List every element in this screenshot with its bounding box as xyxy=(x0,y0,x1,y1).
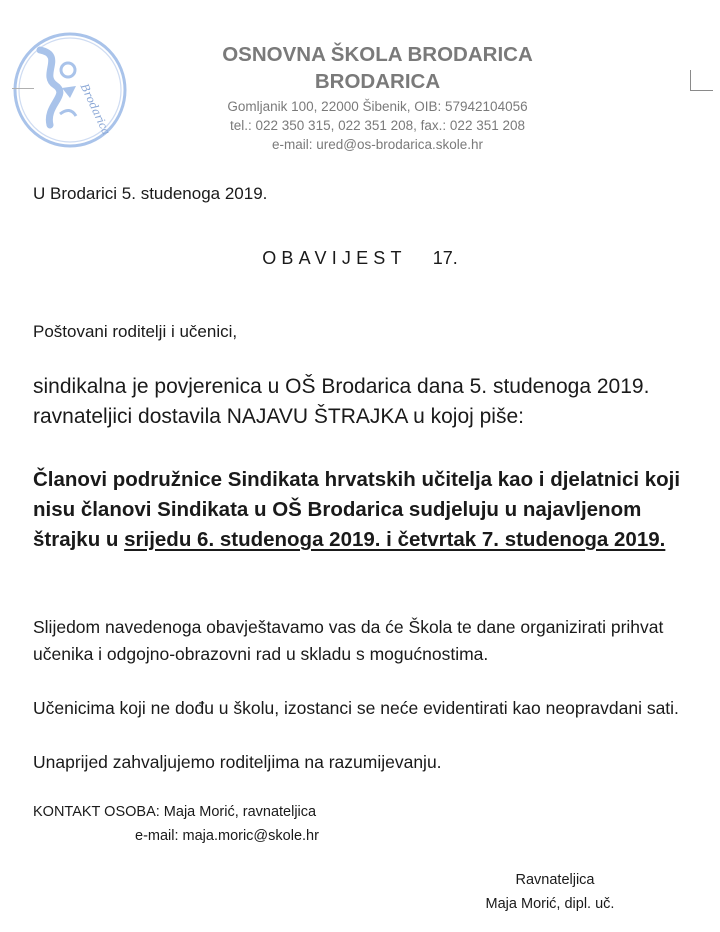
strike-announcement xyxy=(33,465,693,555)
announcement-text: Članovi podružnice Sindikata hrvatskih učitelja kao i djelatnici koji nisu članovi Sindikata u OŠ Brodarica sudjeluju u najavljenom štrajku u xyxy=(33,468,681,551)
signature-role: Ravnateljica xyxy=(515,872,595,888)
strike-dates: srijedu 6. studenoga 2019. i četvrtak 7. studenoga 2019. xyxy=(124,528,666,551)
date-line: U Brodarici 5. studenoga 2019. xyxy=(33,184,268,203)
school-email: e-mail: ured@os-brodarica.skole.hr xyxy=(271,137,484,152)
paragraph-organization: Slijedom navedenoga obavještavamo vas da će Škola te dane organizirati prihvat učenika i odgojno-obrazovni rad u skladu s mogućnostima. xyxy=(33,617,664,664)
contact-person: KONTAKT OSOBA: Maja Morić, ravnateljica xyxy=(33,804,317,820)
notice-word: OBAVIJEST xyxy=(262,248,407,268)
signature-name: Maja Morić, dipl. uč. xyxy=(485,896,615,912)
crop-mark-left xyxy=(12,88,34,89)
paragraph-thanks: Unaprijed zahvaljujemo roditeljima na razumijevanju. xyxy=(33,752,442,772)
school-name: OSNOVNA ŠKOLA BRODARICA xyxy=(222,43,533,66)
school-logo xyxy=(10,30,132,150)
greeting: Poštovani roditelji i učenici, xyxy=(33,322,238,341)
contact-email: e-mail: maja.moric@skole.hr xyxy=(135,828,319,844)
notice-title xyxy=(0,248,720,269)
school-phone: tel.: 022 350 315, 022 351 208, fax.: 022 351 208 xyxy=(230,118,525,133)
intro-paragraph: sindikalna je povjerenica u OŠ Brodarica dana 5. studenoga 2019. ravnateljici dostavila NAJAVU ŠTRAJKA u kojoj piše: xyxy=(33,375,650,428)
logo-text: Brodarica xyxy=(77,81,113,138)
school-address: Gomljanik 100, 22000 Šibenik, OIB: 57942104056 xyxy=(227,99,528,114)
crop-mark-right xyxy=(690,70,713,91)
school-place: BRODARICA xyxy=(314,70,441,93)
paragraph-absences: Učenicima koji ne dođu u školu, izostanci se neće evidentirati kao neopravdani sati. xyxy=(33,698,679,718)
notice-number: 17. xyxy=(432,248,458,268)
